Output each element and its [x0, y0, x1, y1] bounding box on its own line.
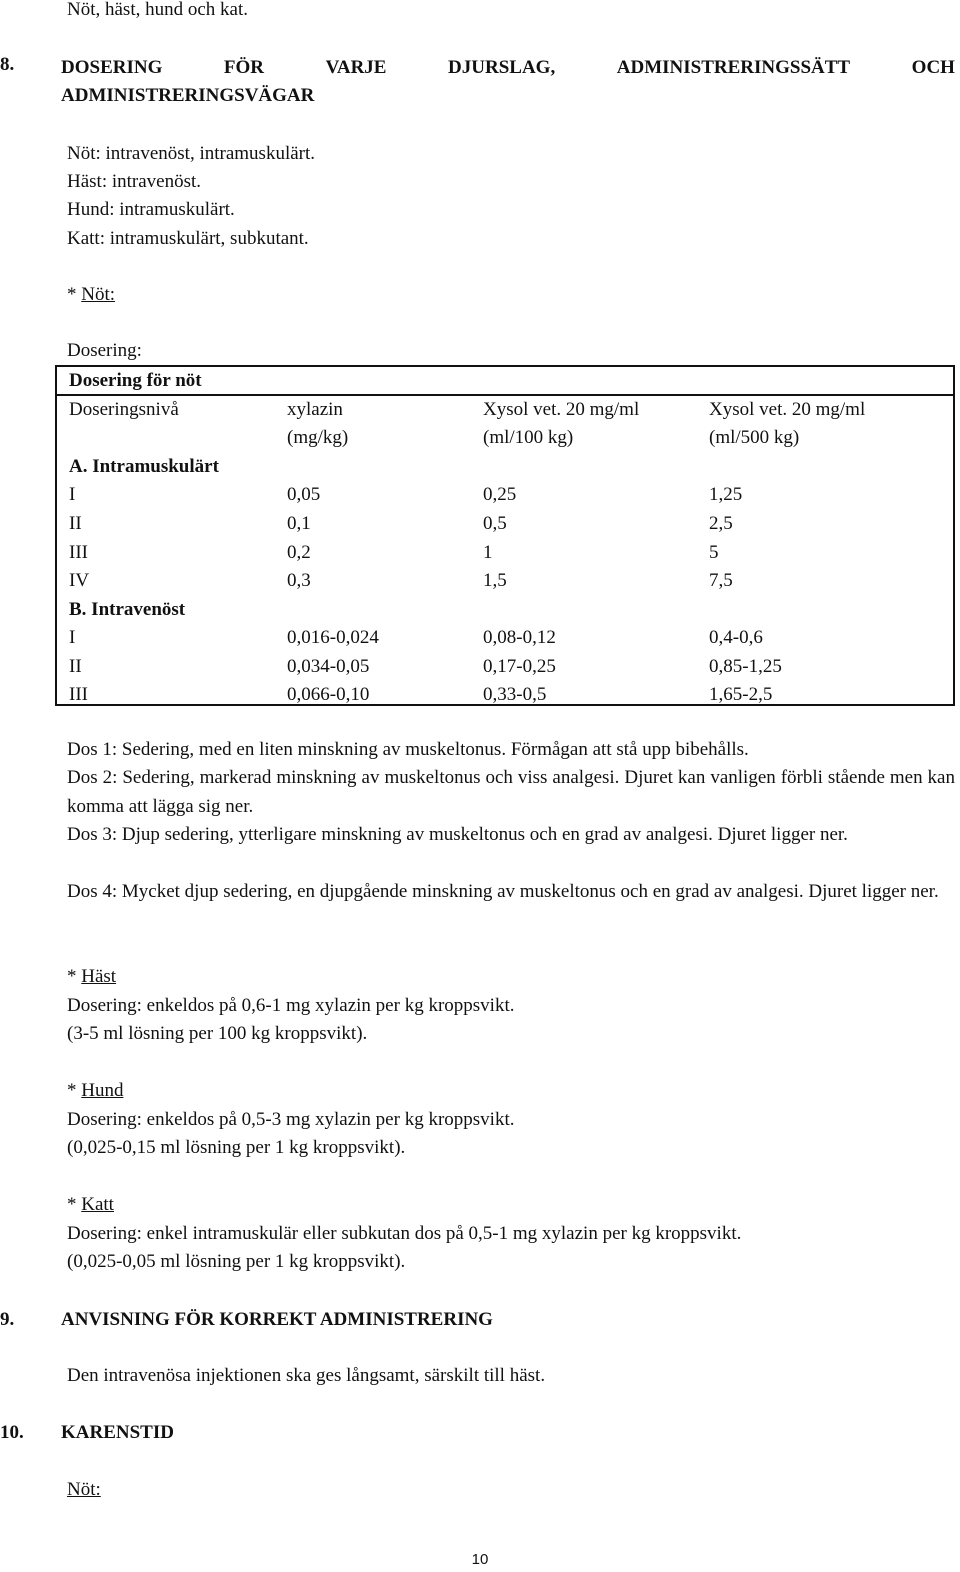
- route-line: Katt: intramuskulärt, subkutant.: [67, 228, 309, 249]
- dos-note: Dos 1: Sedering, med en liten minskning av muskeltonus. Förmågan att stå upp bibehålls.: [67, 739, 749, 760]
- route-line: Hund: intramuskulärt.: [67, 199, 235, 220]
- table-cell: 1: [483, 542, 493, 563]
- table-cell: 1,25: [709, 484, 743, 505]
- table-cell: III: [69, 542, 88, 563]
- table-header: (mg/kg): [287, 427, 349, 448]
- title-word: DOSERING: [61, 57, 163, 78]
- table-cell: 0,034-0,05: [287, 656, 370, 677]
- hund-heading: [67, 1077, 123, 1105]
- hund-star: *: [67, 1080, 82, 1101]
- table-header: xylazin: [287, 399, 343, 420]
- dosering-label: Dosering:: [67, 340, 142, 361]
- table-header: (ml/100 kg): [483, 427, 574, 448]
- katt-label: Katt: [81, 1194, 114, 1215]
- hast-solution: (3-5 ml lösning per 100 kg kroppsvikt).: [67, 1023, 368, 1044]
- table-cell: 0,066-0,10: [287, 684, 370, 705]
- title-word: DJURSLAG,: [448, 57, 556, 78]
- table-header: Xysol vet. 20 mg/ml: [709, 399, 866, 420]
- dosage-table: [55, 365, 955, 706]
- not-heading-star: *: [67, 284, 82, 305]
- table-cell: II: [69, 513, 82, 534]
- table-header: Doseringsnivå: [69, 399, 179, 420]
- section-10-number: 10.: [0, 1422, 24, 1443]
- table-cell: 0,85-1,25: [709, 656, 782, 677]
- not-heading: [67, 281, 115, 309]
- dos-note: Dos 3: Djup sedering, ytterligare minskning av muskeltonus och en grad av analgesi. Djuret ligger ner.: [67, 824, 848, 845]
- hund-label: Hund: [81, 1080, 124, 1101]
- hast-dosage: Dosering: enkeldos på 0,6-1 mg xylazin per kg kroppsvikt.: [67, 995, 515, 1016]
- hast-heading: [67, 963, 116, 991]
- table-cell: 0,25: [483, 484, 517, 505]
- section-9-title: ANVISNING FÖR KORREKT ADMINISTRERING: [61, 1309, 493, 1330]
- table-cell: 0,08-0,12: [483, 627, 556, 648]
- section-8-title-line1: [61, 54, 955, 82]
- table-group-label: A. Intramuskulärt: [69, 456, 219, 477]
- section-8-title-line2: ADMINISTRERINGSVÄGAR: [61, 85, 315, 106]
- table-cell: 5: [709, 542, 719, 563]
- katt-solution: (0,025-0,05 ml lösning per 1 kg kroppsvikt).: [67, 1251, 406, 1272]
- title-word: ADMINISTRERINGSSÄTT: [616, 57, 851, 78]
- table-cell: 0,3: [287, 570, 311, 591]
- table-cell: 0,5: [483, 513, 507, 534]
- katt-star: *: [67, 1194, 82, 1215]
- table-cell: 0,17-0,25: [483, 656, 556, 677]
- table-cell: 0,33-0,5: [483, 684, 547, 705]
- table-cell: 0,016-0,024: [287, 627, 379, 648]
- table-cell: 1,5: [483, 570, 507, 591]
- page-number: 10: [471, 1551, 489, 1568]
- section-10-title: KARENSTID: [61, 1422, 174, 1443]
- table-cell: IV: [69, 570, 90, 591]
- table-cell: 0,4-0,6: [709, 627, 763, 648]
- table-header: Xysol vet. 20 mg/ml: [483, 399, 640, 420]
- table-title: Dosering för nöt: [69, 370, 202, 391]
- section-10-not-label: Nöt:: [67, 1479, 101, 1500]
- section-8-number: 8.: [0, 54, 15, 75]
- katt-heading: [67, 1191, 114, 1219]
- route-line: Häst: intravenöst.: [67, 171, 202, 192]
- table-cell: II: [69, 656, 82, 677]
- table-cell: 7,5: [709, 570, 733, 591]
- not-heading-label: Nöt:: [81, 284, 116, 305]
- hund-solution: (0,025-0,15 ml lösning per 1 kg kroppsvikt).: [67, 1137, 406, 1158]
- hund-dosage: Dosering: enkeldos på 0,5-3 mg xylazin per kg kroppsvikt.: [67, 1109, 515, 1130]
- title-word: OCH: [911, 57, 955, 78]
- table-cell: 0,05: [287, 484, 321, 505]
- table-cell: 2,5: [709, 513, 733, 534]
- hast-label: Häst: [81, 966, 117, 987]
- dos-note: Dos 4: Mycket djup sedering, en djupgående minskning av muskeltonus och en grad av analgesi. Djuret ligger ner.: [67, 881, 939, 902]
- table-cell: I: [69, 484, 76, 505]
- title-word: FÖR: [223, 57, 265, 78]
- table-cell: 0,1: [287, 513, 311, 534]
- section-9-text: Den intravenösa injektionen ska ges långsamt, särskilt till häst.: [67, 1365, 546, 1386]
- katt-dosage: Dosering: enkel intramuskulär eller subkutan dos på 0,5-1 mg xylazin per kg kroppsvikt.: [67, 1223, 742, 1244]
- table-cell: 0,2: [287, 542, 311, 563]
- table-group-label: B. Intravenöst: [69, 599, 186, 620]
- table-cell: I: [69, 627, 76, 648]
- intro-line: Nöt, häst, hund och kat.: [67, 0, 249, 20]
- section-9-number: 9.: [0, 1309, 15, 1330]
- dos-note: Dos 2: Sedering, markerad minskning av muskeltonus och viss analgesi. Djuret kan vanligen förbli stående men kan komma att lägga sig ner.: [67, 767, 955, 817]
- table-cell: III: [69, 684, 88, 705]
- title-word: VARJE: [325, 57, 387, 78]
- table-header: (ml/500 kg): [709, 427, 800, 448]
- route-line: Nöt: intravenöst, intramuskulärt.: [67, 143, 316, 164]
- hast-star: *: [67, 966, 82, 987]
- table-cell: 1,65-2,5: [709, 684, 773, 705]
